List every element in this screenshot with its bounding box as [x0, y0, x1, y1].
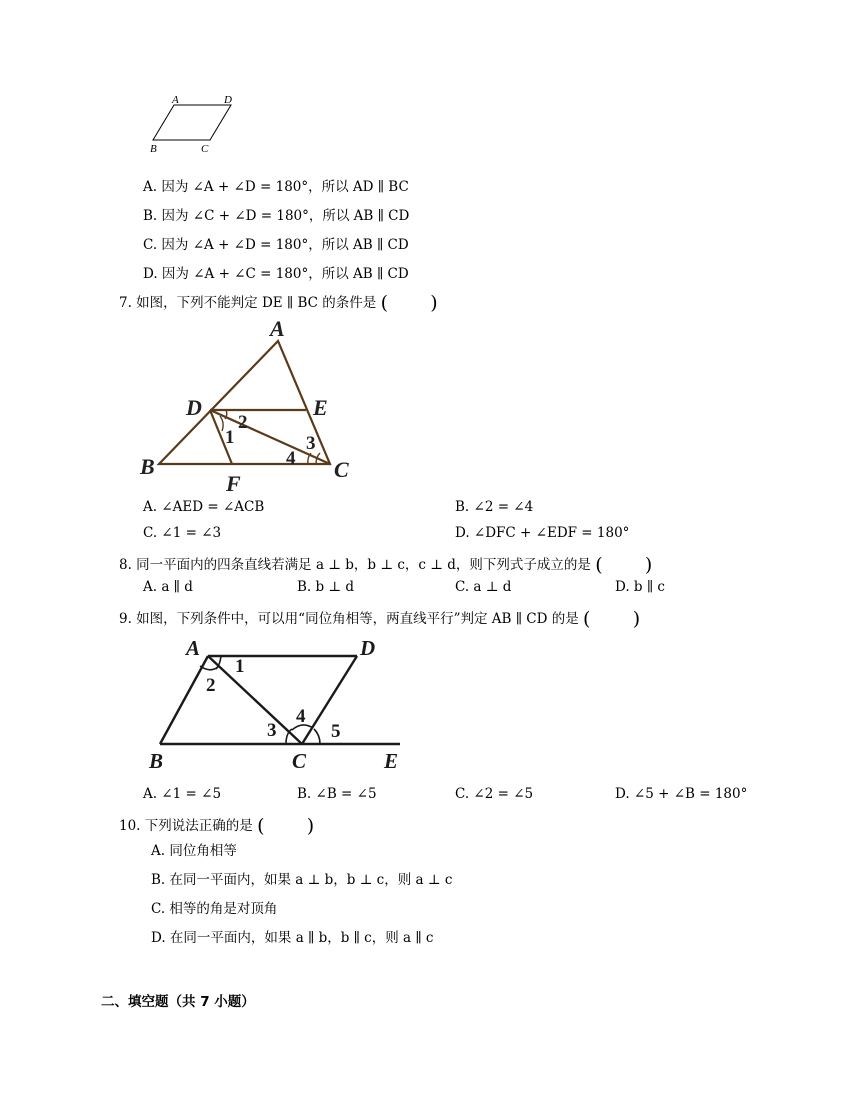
- fig6-label-b: B: [150, 143, 157, 155]
- fig9-label-b: B: [149, 749, 164, 773]
- q7-option-a: A. ∠AED = ∠ACB: [143, 499, 265, 515]
- q10-answer-paren[interactable]: ( ): [257, 815, 315, 837]
- q7-figure: [130, 315, 370, 495]
- fig7-angle-1: 1: [225, 427, 235, 448]
- fig9-angle-5: 5: [331, 721, 341, 742]
- q8-answer-paren[interactable]: ( ): [595, 554, 653, 576]
- q7-option-d: D. ∠DFC + ∠EDF = 180°: [455, 525, 630, 541]
- q9-option-b: B. ∠B = ∠5: [297, 786, 377, 802]
- q8-option-c: C. a ⊥ d: [455, 579, 512, 595]
- q10-option-a: A. 同位角相等: [151, 843, 237, 859]
- q7-stem: [119, 291, 438, 314]
- fig9-label-e: E: [384, 749, 399, 773]
- q10-stem: [119, 814, 314, 837]
- q10-option-c: C. 相等的角是对顶角: [151, 901, 278, 917]
- fig9-angle-2: 2: [206, 675, 216, 696]
- fig9-angle-1: 1: [235, 656, 245, 677]
- q9-figure: [140, 633, 415, 778]
- fig6-label-d: D: [224, 94, 232, 106]
- q7-stem-text: 7. 如图，下列不能判定 DE ∥ BC 的条件是: [119, 295, 377, 311]
- q9-answer-paren[interactable]: ( ): [583, 608, 641, 630]
- q8-option-a: A. a ∥ d: [143, 579, 193, 595]
- q6-option-d: D. 因为 ∠A + ∠C = 180°，所以 AB ∥ CD: [143, 266, 409, 282]
- q8-stem: [119, 553, 652, 576]
- fig7-label-b: B: [140, 454, 155, 479]
- fig7-label-d: D: [186, 395, 202, 420]
- q6-option-c: C. 因为 ∠A + ∠D = 180°，所以 AB ∥ CD: [143, 237, 409, 253]
- q9-stem: [119, 607, 640, 630]
- fig7-angle-2: 2: [238, 412, 248, 433]
- q9-option-c: C. ∠2 = ∠5: [455, 786, 534, 802]
- fig9-label-a: A: [186, 636, 201, 660]
- section-heading-fill-blank: 二、填空题（共 7 小题）: [101, 994, 255, 1010]
- fig6-label-c: C: [201, 143, 209, 155]
- q9-option-d: D. ∠5 + ∠B = 180°: [615, 786, 748, 802]
- q9-option-a: A. ∠1 = ∠5: [143, 786, 222, 802]
- q6-option-a: A. 因为 ∠A + ∠D = 180°，所以 AD ∥ BC: [143, 179, 409, 195]
- fig7-angle-4: 4: [286, 448, 296, 469]
- fig7-label-f: F: [226, 471, 241, 495]
- fig9-angle-4: 4: [296, 706, 306, 727]
- fig7-label-e: E: [313, 395, 328, 420]
- fig7-label-c: C: [334, 457, 349, 482]
- q6-figure: [140, 88, 250, 158]
- q10-option-d: D. 在同一平面内，如果 a ∥ b，b ∥ c，则 a ∥ c: [151, 930, 434, 946]
- q10-stem-text: 10. 下列说法正确的是: [119, 818, 253, 834]
- q7-option-c: C. ∠1 = ∠3: [143, 525, 222, 541]
- fig6-label-a: A: [172, 94, 179, 106]
- fig9-label-c: C: [292, 749, 307, 773]
- fig9-label-d: D: [360, 636, 376, 660]
- q8-option-b: B. b ⊥ d: [297, 579, 355, 595]
- q8-option-d: D. b ∥ c: [615, 579, 665, 595]
- q9-stem-text: 9. 如图，下列条件中，可以用“同位角相等，两直线平行”判定 AB ∥ CD 的是: [119, 611, 579, 627]
- q6-option-b: B. 因为 ∠C + ∠D = 180°，所以 AB ∥ CD: [143, 208, 410, 224]
- fig9-angle-3: 3: [267, 720, 277, 741]
- q7-answer-paren[interactable]: ( ): [380, 292, 438, 314]
- q7-option-b: B. ∠2 = ∠4: [455, 499, 534, 515]
- fig7-label-a: A: [270, 316, 285, 341]
- fig7-angle-3: 3: [306, 433, 316, 454]
- q10-option-b: B. 在同一平面内，如果 a ⊥ b，b ⊥ c，则 a ⊥ c: [151, 872, 453, 888]
- q8-stem-text: 8. 同一平面内的四条直线若满足 a ⊥ b，b ⊥ c，c ⊥ d，则下列式子成立的是: [119, 557, 591, 573]
